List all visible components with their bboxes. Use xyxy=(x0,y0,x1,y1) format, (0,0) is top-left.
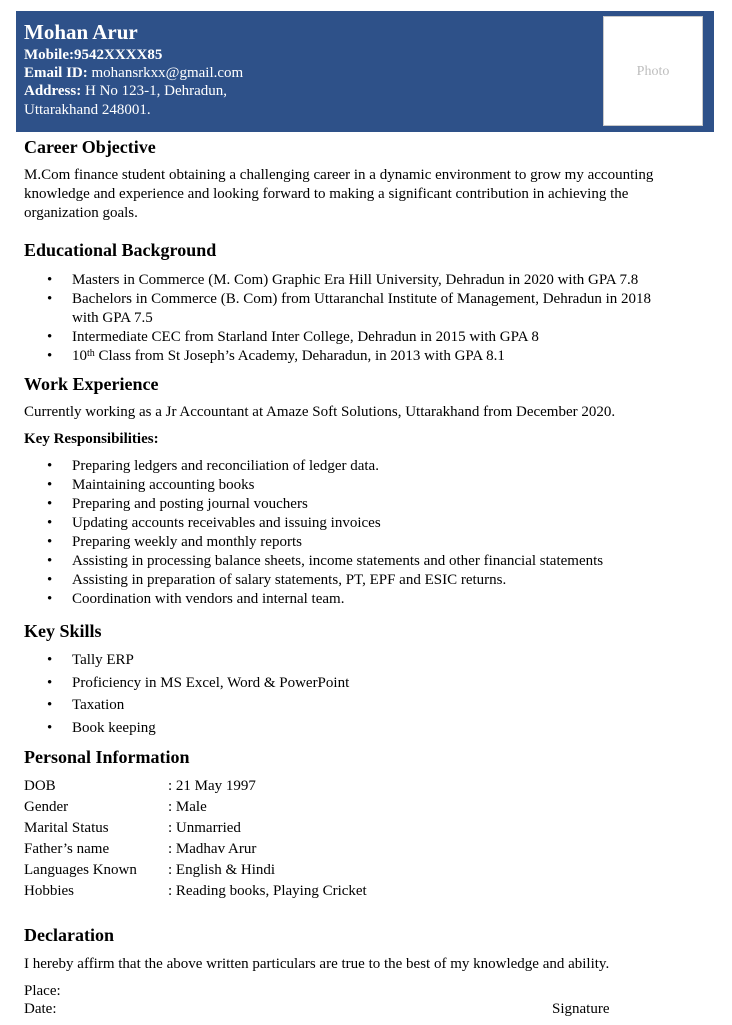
bullet-icon: • xyxy=(47,697,53,713)
list-item: • Coordination with vendors and internal team. xyxy=(47,591,345,607)
career-objective-heading: Career Objective xyxy=(24,137,156,157)
email-value: mohansrkxx@gmail.com xyxy=(87,65,244,81)
personal-value: : Madhav Arur xyxy=(168,841,257,857)
list-item: • Bachelors in Commerce (B. Com) from Uttaranchal Institute of Management, Dehradun in 2018 xyxy=(47,291,652,307)
personal-row xyxy=(24,840,714,861)
resume-header xyxy=(16,11,714,132)
skills-list xyxy=(24,651,714,741)
personal-info-heading: Personal Information xyxy=(24,747,190,767)
bullet-icon: • xyxy=(47,591,53,607)
personal-value: : Male xyxy=(168,799,207,815)
education-list xyxy=(24,271,714,366)
list-item: • Updating accounts receivables and issuing invoices xyxy=(47,515,381,531)
personal-key: DOB xyxy=(24,778,56,794)
list-item: • Masters in Commerce (M. Com) Graphic Era Hill University, Dehradun in 2020 with GPA 7.8 xyxy=(47,272,639,288)
bullet-icon: • xyxy=(47,272,53,288)
work-experience-heading: Work Experience xyxy=(24,374,159,394)
bullet-icon: • xyxy=(47,291,53,307)
personal-value: : Reading books, Playing Cricket xyxy=(168,883,367,899)
personal-row xyxy=(24,882,714,903)
bullet-icon: • xyxy=(47,515,53,531)
photo-placeholder: Photo xyxy=(603,16,703,126)
list-item: • 10th Class from St Joseph’s Academy, Deharadun, in 2013 with GPA 8.1 xyxy=(47,348,505,364)
personal-key: Father’s name xyxy=(24,841,110,857)
career-line: knowledge and experience and looking forward to making a significant contribution in achieving the xyxy=(24,186,629,202)
list-item: • Tally ERP xyxy=(47,652,134,668)
work-summary: Currently working as a Jr Accountant at Amaze Soft Solutions, Uttarakhand from December 2020. xyxy=(24,404,616,420)
personal-row xyxy=(24,861,714,882)
list-item: • Preparing weekly and monthly reports xyxy=(47,534,302,550)
email-label: Email ID: xyxy=(24,65,88,81)
personal-value: : 21 May 1997 xyxy=(168,778,256,794)
career-line: organization goals. xyxy=(24,205,138,221)
responsibilities-list xyxy=(24,457,714,609)
personal-row xyxy=(24,819,714,840)
bullet-icon: • xyxy=(47,553,53,569)
career-objective-text xyxy=(24,166,714,223)
personal-key: Hobbies xyxy=(24,883,74,899)
personal-row xyxy=(24,777,714,798)
email-line xyxy=(24,64,243,83)
list-item: • Preparing ledgers and reconciliation of ledger data. xyxy=(47,458,379,474)
mobile-line xyxy=(24,46,162,65)
address-line xyxy=(24,82,227,101)
declaration-heading: Declaration xyxy=(24,925,114,945)
bullet-icon: • xyxy=(47,348,53,364)
personal-key: Gender xyxy=(24,799,69,815)
list-item: • Proficiency in MS Excel, Word & PowerPoint xyxy=(47,674,350,691)
mobile-label: Mobile: xyxy=(24,47,74,63)
personal-row xyxy=(24,798,714,819)
declaration-text: I hereby affirm that the above written particulars are true to the best of my knowledge and ability. xyxy=(24,956,610,972)
personal-key: Languages Known xyxy=(24,862,137,878)
bullet-icon: • xyxy=(47,719,53,736)
bullet-icon: • xyxy=(47,674,53,691)
address-label: Address: xyxy=(24,83,82,99)
bullet-icon: • xyxy=(47,477,53,493)
candidate-name: Mohan Arur xyxy=(24,20,138,44)
list-item-continuation: with GPA 7.5 xyxy=(72,310,153,326)
bullet-icon: • xyxy=(47,534,53,550)
personal-value: : English & Hindi xyxy=(168,862,276,878)
key-skills-heading: Key Skills xyxy=(24,621,102,641)
signature-label: Signature xyxy=(552,1001,610,1017)
bullet-icon: • xyxy=(47,329,53,345)
personal-value: : Unmarried xyxy=(168,820,241,836)
mobile-value: 9542XXXX85 xyxy=(74,47,163,63)
bullet-icon: • xyxy=(47,496,53,512)
career-line: M.Com finance student obtaining a challenging career in a dynamic environment to grow my accounting xyxy=(24,167,654,183)
bullet-icon: • xyxy=(47,652,53,668)
personal-key: Marital Status xyxy=(24,820,109,836)
list-item: • Intermediate CEC from Starland Inter College, Dehradun in 2015 with GPA 8 xyxy=(47,329,539,345)
date-label: Date: xyxy=(24,1001,57,1017)
list-item: • Preparing and posting journal vouchers xyxy=(47,496,308,512)
list-item: • Maintaining accounting books xyxy=(47,477,255,493)
bullet-icon: • xyxy=(47,458,53,474)
list-item: • Book keeping xyxy=(47,719,156,736)
address-line-2: Uttarakhand 248001. xyxy=(24,102,151,118)
list-item: • Assisting in preparation of salary statements, PT, EPF and ESIC returns. xyxy=(47,572,507,588)
address-value-1: H No 123-1, Dehradun, xyxy=(81,83,228,99)
list-item: • Taxation xyxy=(47,697,125,713)
key-responsibilities-heading: Key Responsibilities: xyxy=(24,431,159,447)
education-heading: Educational Background xyxy=(24,240,217,260)
place-label: Place: xyxy=(24,983,61,999)
list-item: • Assisting in processing balance sheets, income statements and other financial statements xyxy=(47,553,604,569)
bullet-icon: • xyxy=(47,572,53,588)
